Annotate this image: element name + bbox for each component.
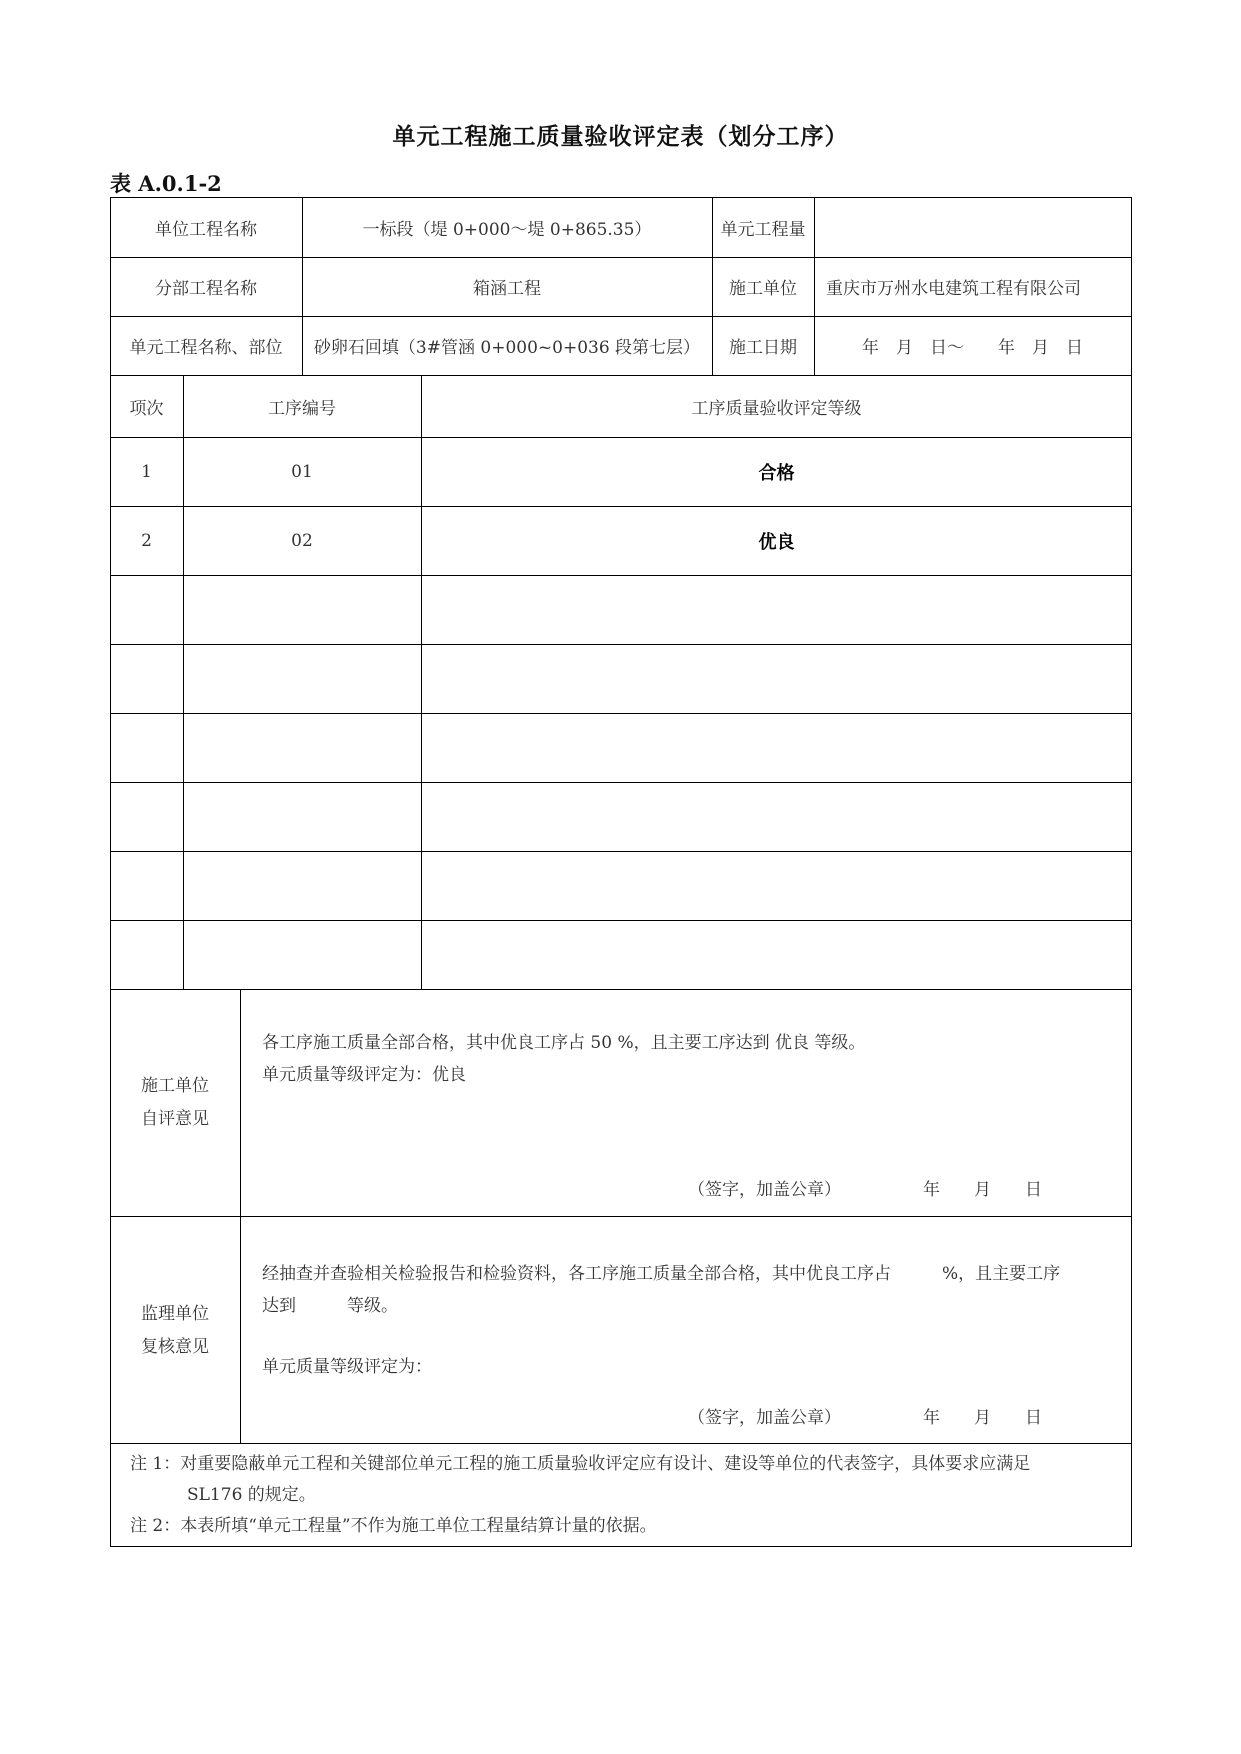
evaluation-table <box>110 197 1132 1547</box>
table-row-process-no: 02 <box>291 530 313 551</box>
self-eval-label <box>110 1070 240 1136</box>
note-1-continued: SL176 的规定。 <box>187 1485 316 1505</box>
table-rule <box>110 644 1132 645</box>
contractor-label: 施工单位 <box>729 279 797 299</box>
column-header-grade: 工序质量验收评定等级 <box>691 398 862 419</box>
date-label: 施工日期 <box>729 338 797 358</box>
self-eval-date: 年 月 日 <box>923 1180 1042 1200</box>
table-rule <box>110 575 1132 576</box>
supervisor-label <box>110 1298 240 1364</box>
supervisor-label-line-2: 复核意见 <box>141 1337 209 1357</box>
self-eval-label-line-1: 施工单位 <box>141 1076 209 1096</box>
column-header-item: 项次 <box>129 398 164 419</box>
table-row-process-no: 01 <box>291 461 313 482</box>
table-row-grade: 合格 <box>758 462 795 484</box>
table-rule <box>110 782 1132 783</box>
supervisor-date: 年 月 日 <box>923 1408 1042 1428</box>
table-rule <box>110 920 1132 921</box>
self-eval-line-1: 各工序施工质量全部合格，其中优良工序占 50 %，且主要工序达到 优良 等级。 <box>262 1033 866 1053</box>
supervisor-line-3: 单元质量等级评定为： <box>262 1357 432 1377</box>
supervisor-line-2: 达到 等级。 <box>262 1296 398 1316</box>
division-value: 箱涵工程 <box>473 279 541 299</box>
date-value: 年 月 日～ 年 月 日 <box>862 338 1083 358</box>
column-header-process-no: 工序编号 <box>268 398 336 419</box>
element-name-value: 砂卵石回填（3#管涵 0+000~0+036 段第七层） <box>313 338 701 358</box>
table-row-item: 2 <box>141 530 152 551</box>
note-1: 注 1：对重要隐蔽单元工程和关键部位单元工程的施工质量验收评定应有设计、建设等单位的代表签字，具体要求应满足 <box>130 1454 1031 1474</box>
division-label: 分部工程名称 <box>155 279 257 299</box>
page-title: 单元工程施工质量验收评定表（划分工序） <box>392 123 849 150</box>
supervisor-signature: （签字，加盖公章） <box>688 1408 841 1428</box>
unit-project-label: 单位工程名称 <box>155 219 257 240</box>
unit-project-value: 一标段（堤 0+000～堤 0+865.35） <box>362 219 652 240</box>
table-row-item: 1 <box>141 461 152 482</box>
element-quantity-label: 单元工程量 <box>720 219 806 240</box>
table-rule <box>240 989 241 1443</box>
element-quantity-value <box>814 197 1131 257</box>
contractor-value: 重庆市万州水电建筑工程有限公司 <box>826 279 1081 299</box>
supervisor-label-line-1: 监理单位 <box>141 1304 209 1324</box>
table-rule <box>110 989 1132 990</box>
table-rule <box>110 1546 1132 1547</box>
self-eval-signature: （签字，加盖公章） <box>688 1180 841 1200</box>
note-2: 注 2：本表所填“单元工程量”不作为施工单位工程量结算计量的依据。 <box>130 1516 657 1536</box>
supervisor-line-1: 经抽查并查验相关检验报告和检验资料，各工序施工质量全部合格，其中优良工序占 %，且主要工序 <box>262 1264 1061 1284</box>
table-number: 表 A.0.1-2 <box>110 171 222 196</box>
self-eval-line-2: 单元质量等级评定为：优良 <box>262 1065 466 1085</box>
table-rule <box>110 851 1132 852</box>
element-name-label: 单元工程名称、部位 <box>129 338 283 358</box>
table-rule <box>110 1216 1132 1217</box>
table-rule <box>110 713 1132 714</box>
self-eval-label-line-2: 自评意见 <box>141 1109 209 1129</box>
table-rule <box>110 1443 1132 1444</box>
table-row-grade: 优良 <box>758 531 795 553</box>
